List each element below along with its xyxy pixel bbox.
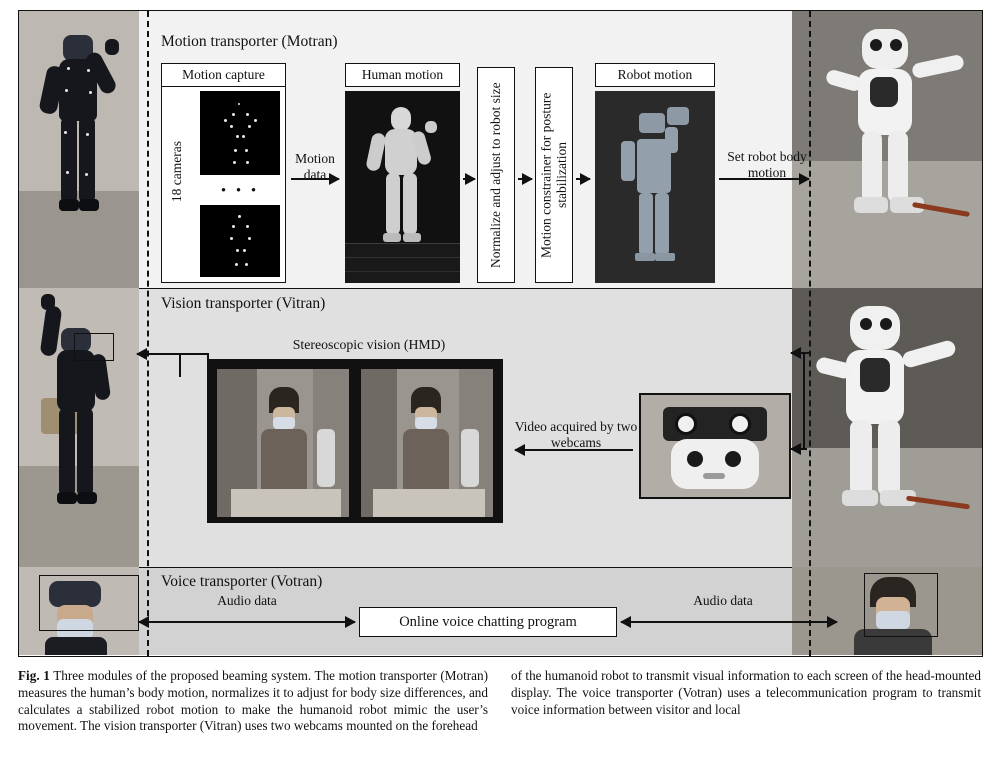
hmd-screen-right: [361, 369, 493, 517]
photo-robot-vision: [792, 288, 982, 567]
constrainer-box: Motion constrainer for posture stabilization: [535, 67, 573, 283]
motion-capture-label: Motion capture: [161, 63, 286, 87]
row-title-motion: Motion transporter (Motran): [161, 33, 338, 50]
caption-text-left: Three modules of the proposed beaming system. The motion transporter (Motran) measures the human’s body motion, normalizes it to adjust for body size differences, and calculates a stabilized robot motion to make the humanoid robot mimic the user’s movement. The vision transporter (Vitran) uses two webcams mounted on the forehead: [18, 668, 488, 734]
caption-column-left: [18, 668, 488, 735]
arrow-audio-right-label: Audio data: [693, 593, 753, 608]
arrow-to-human-hmd: [137, 353, 209, 355]
diagram-frame: [18, 10, 983, 657]
mocap-frame-2: [200, 205, 280, 277]
robot-motion-panel: [595, 91, 715, 283]
arrow-audio-left-label: Audio data: [217, 593, 277, 608]
photo-robot-motion: [792, 11, 982, 288]
hmd-screens-panel: [207, 359, 503, 523]
arrow-video-acquired-label: Video acquired by two webcams: [514, 419, 638, 451]
head-marker-vision: [74, 333, 114, 361]
head-marker-voice: [39, 575, 139, 631]
vision-link-vertical-right: [803, 353, 805, 449]
arrow-motion-data-label: Motion data: [295, 151, 335, 182]
normalize-box: Normalize and adjust to robot size: [477, 67, 515, 283]
caption-number: Fig. 1: [18, 668, 50, 683]
head-marker-local: [864, 573, 938, 637]
photo-robot-head-webcams: [639, 393, 791, 499]
human-motion-label: Human motion: [345, 63, 460, 87]
photo-human-vision: [19, 288, 139, 567]
robot-motion-label: Robot motion: [595, 63, 715, 87]
arrow-audio-left: [139, 621, 355, 623]
arrow-robot-to-webcam: [791, 448, 807, 450]
row-title-vision: Vision transporter (Vitran): [161, 295, 326, 312]
human-motion-panel: [345, 91, 460, 283]
cameras-label: 18 cameras: [169, 141, 184, 203]
divider-local-side: [809, 11, 811, 656]
hmd-screen-left: [217, 369, 349, 517]
arrow-to-robot-motion: [576, 178, 590, 180]
divider-visitor-side: [147, 11, 149, 656]
mocap-frame-1: [200, 91, 280, 175]
arrow-audio-right: [621, 621, 837, 623]
voice-program-box: Online voice chatting program: [359, 607, 617, 637]
arrow-to-normalize: [463, 178, 475, 180]
vision-link-stub: [207, 353, 209, 363]
stereoscopic-vision-label: Stereoscopic vision (HMD): [292, 337, 446, 352]
arrow-from-robot-head: [791, 352, 809, 354]
arrow-set-robot-label: Set robot body motion: [727, 149, 807, 180]
vision-link-vertical-left: [179, 355, 181, 377]
caption-column-right: of the humanoid robot to transmit visual information to each screen of the head-mounted display. The voice transporter (Votran) uses a telecommunication program to transmit voice information between visitor and local: [511, 668, 981, 717]
mocap-ellipsis: • • •: [220, 183, 260, 199]
arrow-to-constrainer: [518, 178, 532, 180]
photo-human-motion: [19, 11, 139, 288]
row-title-voice: Voice transporter (Votran): [161, 573, 323, 590]
